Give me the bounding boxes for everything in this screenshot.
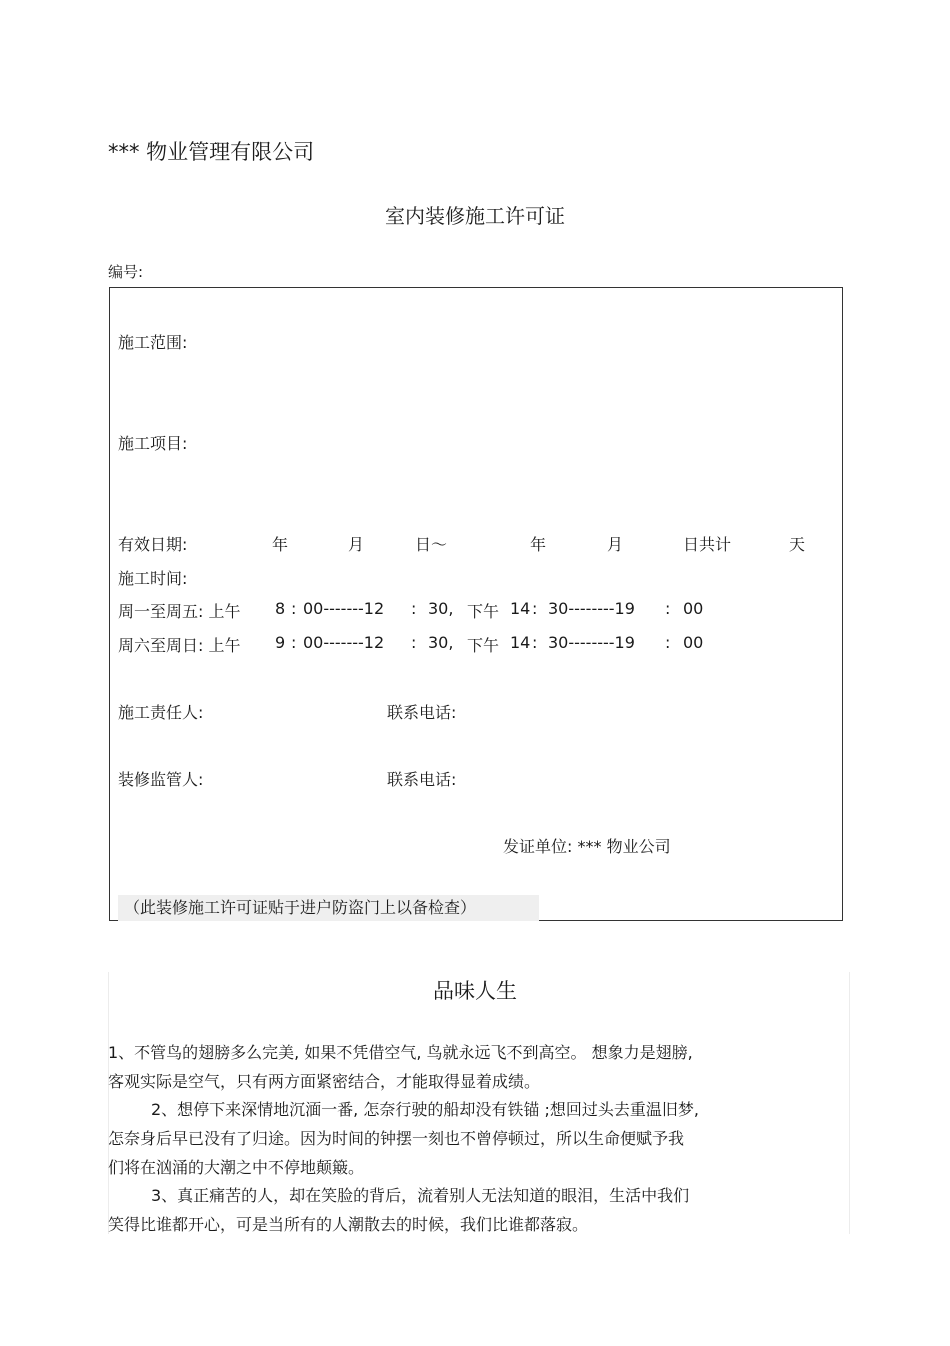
weekend-label: 周六至周日: 上午 <box>118 636 241 655</box>
validity-year-1: 年 <box>272 535 289 554</box>
weekday-afternoon-range: 30--------19 <box>548 599 635 618</box>
weekend-afternoon-range: 30--------19 <box>548 633 635 652</box>
essay-line: 怎奈身后早已没有了归途。因为时间的钟摆一刻也不曾停顿过，所以生命便赋予我 <box>108 1129 685 1148</box>
weekday-label: 周一至周五: 上午 <box>118 602 241 621</box>
weekend-afternoon-label: 下午 <box>467 636 500 655</box>
weekend-colon: : <box>665 633 671 652</box>
weekend-afternoon-start: 14 <box>510 633 531 652</box>
validity-day-1: 日～ <box>415 535 448 554</box>
essay-title: 品味人生 <box>433 979 517 1003</box>
serial-number-label: 编号: <box>108 263 144 281</box>
work-time-label: 施工时间: <box>118 569 188 588</box>
weekday-colon: : <box>291 599 297 618</box>
weekend-colon: : <box>411 633 417 652</box>
weekend-morning-start: 9 <box>275 633 286 652</box>
essay-line: 笑得比谁都开心，可是当所有的人潮散去的时候，我们比谁都落寂。 <box>108 1215 589 1234</box>
permit-title: 室内装修施工许可证 <box>385 204 565 228</box>
responsible-phone-label: 联系电话: <box>387 703 457 722</box>
scope-label: 施工范围: <box>118 333 188 352</box>
validity-label: 有效日期: <box>118 535 188 554</box>
supervisor-label: 装修监管人: <box>118 770 204 789</box>
weekend-afternoon-end: 00 <box>683 633 704 652</box>
essay-line: 3、真正痛苦的人，却在笑脸的背后，流着别人无法知道的眼泪，生活中我们 <box>151 1186 690 1205</box>
weekday-morning-range: 00-------12 <box>303 599 385 618</box>
posting-note: （此装修施工许可证贴于进户防盗门上以备检查） <box>118 895 539 921</box>
essay-line: 客观实际是空气，只有两方面紧密结合，才能取得显着成绩。 <box>108 1072 541 1091</box>
weekend-morning-range: 00-------12 <box>303 633 385 652</box>
weekend-morning-end: 30, <box>428 633 454 652</box>
validity-day-2: 日共计 <box>683 535 732 554</box>
validity-days: 天 <box>789 535 806 554</box>
weekday-colon: : <box>665 599 671 618</box>
issuing-unit: 发证单位: *** 物业公司 <box>503 837 671 856</box>
validity-month-2: 月 <box>607 535 624 554</box>
weekend-colon: : <box>291 633 297 652</box>
supervisor-phone-label: 联系电话: <box>387 770 457 789</box>
weekday-afternoon-end: 00 <box>683 599 704 618</box>
responsible-person-label: 施工责任人: <box>118 703 204 722</box>
weekday-colon: : <box>411 599 417 618</box>
weekday-morning-start: 8 <box>275 599 286 618</box>
weekend-colon: : <box>532 633 538 652</box>
company-name: *** 物业管理有限公司 <box>108 140 315 164</box>
permit-form-box <box>109 287 843 921</box>
weekday-afternoon-start: 14 <box>510 599 531 618</box>
weekday-colon: : <box>532 599 538 618</box>
essay-line: 们将在汹涌的大潮之中不停地颠簸。 <box>108 1158 365 1177</box>
weekday-afternoon-label: 下午 <box>467 602 500 621</box>
validity-year-2: 年 <box>530 535 547 554</box>
validity-month-1: 月 <box>348 535 365 554</box>
project-label: 施工项目: <box>118 434 188 453</box>
essay-line: 2、想停下来深情地沉湎一番, 怎奈行驶的船却没有铁锚 ;想回过头去重温旧梦, <box>151 1100 699 1119</box>
weekday-morning-end: 30, <box>428 599 454 618</box>
essay-line: 1、不管鸟的翅膀多么完美, 如果不凭借空气, 鸟就永远飞不到高空。 想象力是翅膀, <box>108 1043 693 1062</box>
